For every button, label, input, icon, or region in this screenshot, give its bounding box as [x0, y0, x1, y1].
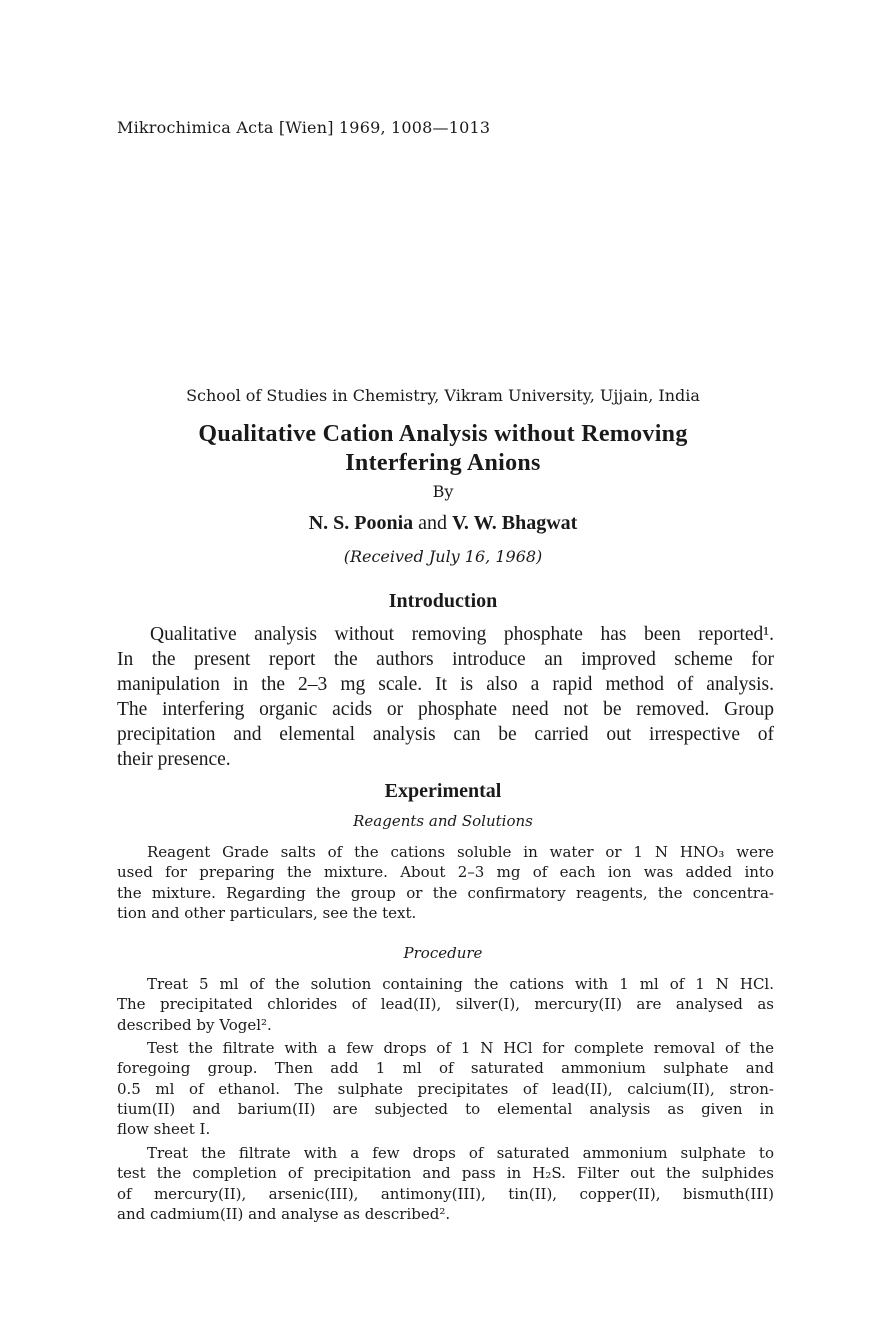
paper-title: [0, 420, 886, 478]
text-line: precipitation and elemental analysis can be carried out irrespective of: [117, 724, 774, 745]
authors: [0, 512, 886, 535]
text-line: The precipitated chlorides of lead(II), silver(I), mercury(II) are analysed as: [117, 995, 774, 1014]
text-line: tion and other particulars, see the text.: [117, 903, 417, 922]
procedure-heading: Procedure: [403, 944, 483, 962]
text-line: their presence.: [117, 749, 231, 770]
text-line: Reagent Grade salts of the cations soluble in water or 1 N HNO₃ were: [147, 843, 774, 861]
text-line: the mixture. Regarding the group or the confirmatory reagents, the concentra-: [117, 883, 774, 902]
text-line: tium(II) and barium(II) are subjected to elemental analysis as given in: [117, 1099, 774, 1118]
title-line-2: Interfering Anions: [345, 450, 541, 476]
journal-citation: Mikrochimica Acta [Wien] 1969, 1008—1013: [117, 118, 491, 137]
procedure-paragraph-1: [117, 974, 774, 1035]
text-line: The interfering organic acids or phosphate need not be removed. Group: [117, 699, 774, 720]
text-line: of mercury(II), arsenic(III), antimony(III), tin(II), copper(II), bismuth(III): [117, 1184, 774, 1203]
received-date: (Received July 16, 1968): [343, 547, 543, 566]
author-1: N. S. Poonia: [308, 512, 414, 534]
authors-and: and: [418, 512, 448, 534]
text-line: described by Vogel².: [117, 1015, 272, 1034]
text-line: Qualitative analysis without removing phosphate has been reported¹.: [150, 624, 774, 645]
introduction-heading: Introduction: [388, 590, 498, 612]
author-2: V. W. Bhagwat: [452, 512, 578, 534]
by-label: By: [432, 482, 454, 501]
affiliation: School of Studies in Chemistry, Vikram University, Ujjain, India: [186, 386, 700, 405]
experimental-heading: Experimental: [384, 780, 502, 802]
reagents-heading: Reagents and Solutions: [353, 812, 533, 830]
text-line: 0.5 ml of ethanol. The sulphate precipitates of lead(II), calcium(II), stron-: [117, 1079, 774, 1098]
text-line: foregoing group. Then add 1 ml of saturated ammonium sulphate and: [117, 1059, 774, 1078]
text-line: test the completion of precipitation and pass in H₂S. Filter out the sulphides: [117, 1164, 774, 1183]
text-line: used for preparing the mixture. About 2–3 mg of each ion was added into: [117, 863, 774, 882]
text-line: manipulation in the 2–3 mg scale. It is also a rapid method of analysis.: [117, 674, 774, 695]
introduction-paragraph: [117, 622, 774, 772]
text-line: Treat the filtrate with a few drops of saturated ammonium sulphate to: [147, 1144, 774, 1162]
title-line-1: Qualitative Cation Analysis without Removing: [198, 421, 688, 447]
text-line: flow sheet I.: [117, 1120, 211, 1139]
reagents-paragraph: [117, 842, 774, 923]
procedure-paragraph-2: [117, 1038, 774, 1139]
procedure-paragraph-3: [117, 1143, 774, 1224]
text-line: Treat 5 ml of the solution containing the cations with 1 ml of 1 N HCl.: [147, 975, 774, 993]
text-line: In the present report the authors introduce an improved scheme for: [117, 649, 774, 670]
text-line: and cadmium(II) and analyse as described².: [117, 1204, 451, 1223]
text-line: Test the filtrate with a few drops of 1 N HCl for complete removal of the: [147, 1039, 774, 1057]
